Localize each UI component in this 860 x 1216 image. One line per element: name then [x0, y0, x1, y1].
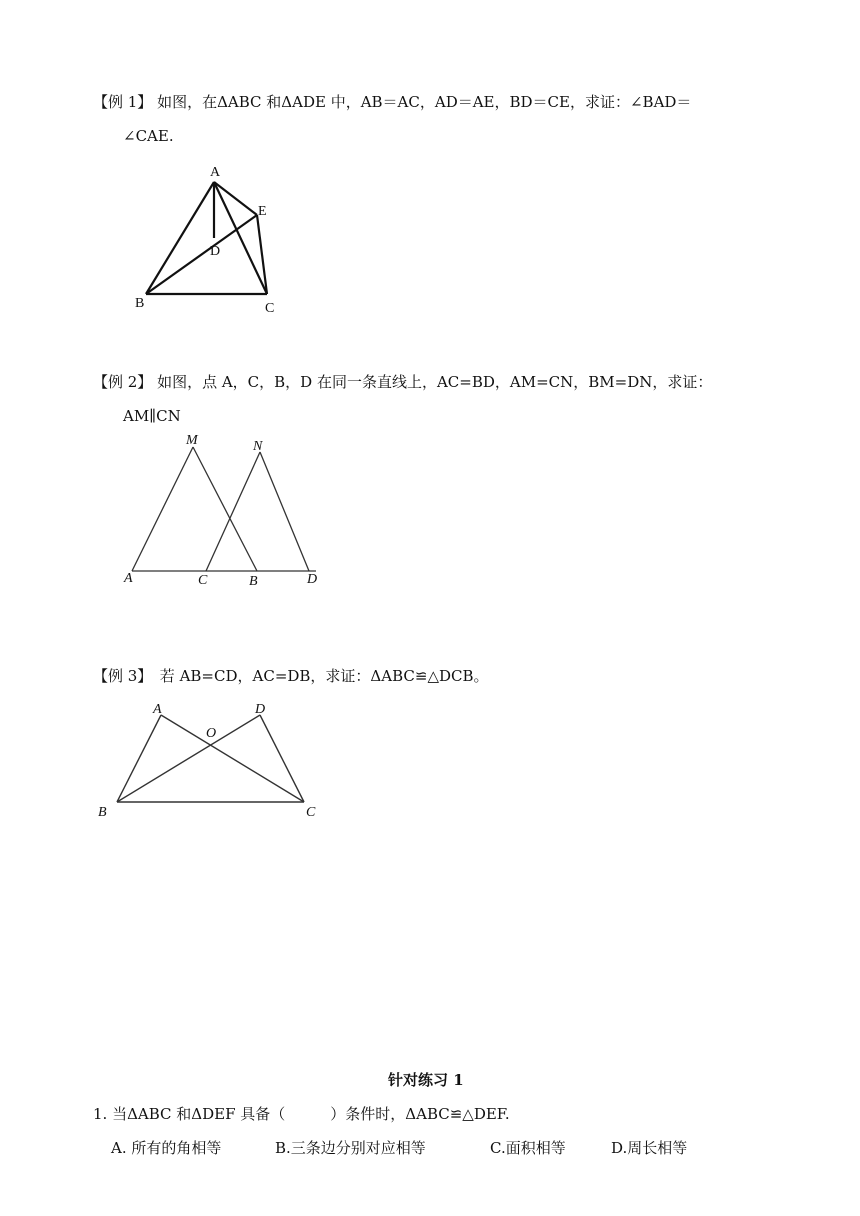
practice-title: 针对练习 1	[388, 1071, 464, 1089]
example-1-statement-cont: ∠CAE.	[123, 127, 174, 145]
ex3-label-d: D	[255, 702, 266, 717]
example-1-figure	[130, 160, 290, 320]
ex2-label-d: D	[307, 572, 318, 587]
ex2-label-c: C	[198, 573, 208, 588]
ex2-label-b: B	[249, 574, 258, 589]
example-2-figure	[120, 430, 320, 590]
option-a: A. 所有的角相等	[111, 1139, 222, 1157]
ex3-label-c: C	[306, 805, 316, 820]
example-2-statement-cont: AM∥CN	[123, 407, 181, 425]
ex1-label-d: D	[210, 244, 221, 259]
ex2-label-m: M	[186, 433, 198, 448]
ex1-label-e: E	[258, 204, 267, 219]
ex3-label-a: A	[153, 702, 162, 717]
question-1: 1. 当ΔABC 和ΔDEF 具备（ ）条件时，ΔABC≌△DEF.	[93, 1105, 510, 1123]
ex2-label-a: A	[124, 571, 133, 586]
ex3-label-o: O	[206, 726, 217, 741]
option-d: D.周长相等	[611, 1139, 688, 1157]
example-3-figure	[95, 695, 335, 825]
ex1-label-a: A	[210, 165, 221, 180]
ex3-label-b: B	[98, 805, 107, 820]
example-2-statement: 【例 2】 如图，点 A，C，B，D 在同一条直线上，AC=BD，AM=CN，BM=DN，求证：	[93, 373, 713, 391]
ex1-label-c: C	[265, 301, 275, 316]
option-c: C.面积相等	[490, 1139, 566, 1157]
example-3-statement: 【例 3】 若 AB=CD，AC=DB，求证：ΔABC≌△DCB。	[93, 667, 489, 685]
ex1-label-b: B	[135, 296, 145, 311]
example-1-statement: 【例 1】 如图，在ΔABC 和ΔADE 中，AB＝AC，AD＝AE，BD＝CE，求证：∠BAD＝	[93, 93, 692, 111]
option-b: B.三条边分别对应相等	[275, 1139, 426, 1157]
ex2-label-n: N	[253, 439, 263, 454]
